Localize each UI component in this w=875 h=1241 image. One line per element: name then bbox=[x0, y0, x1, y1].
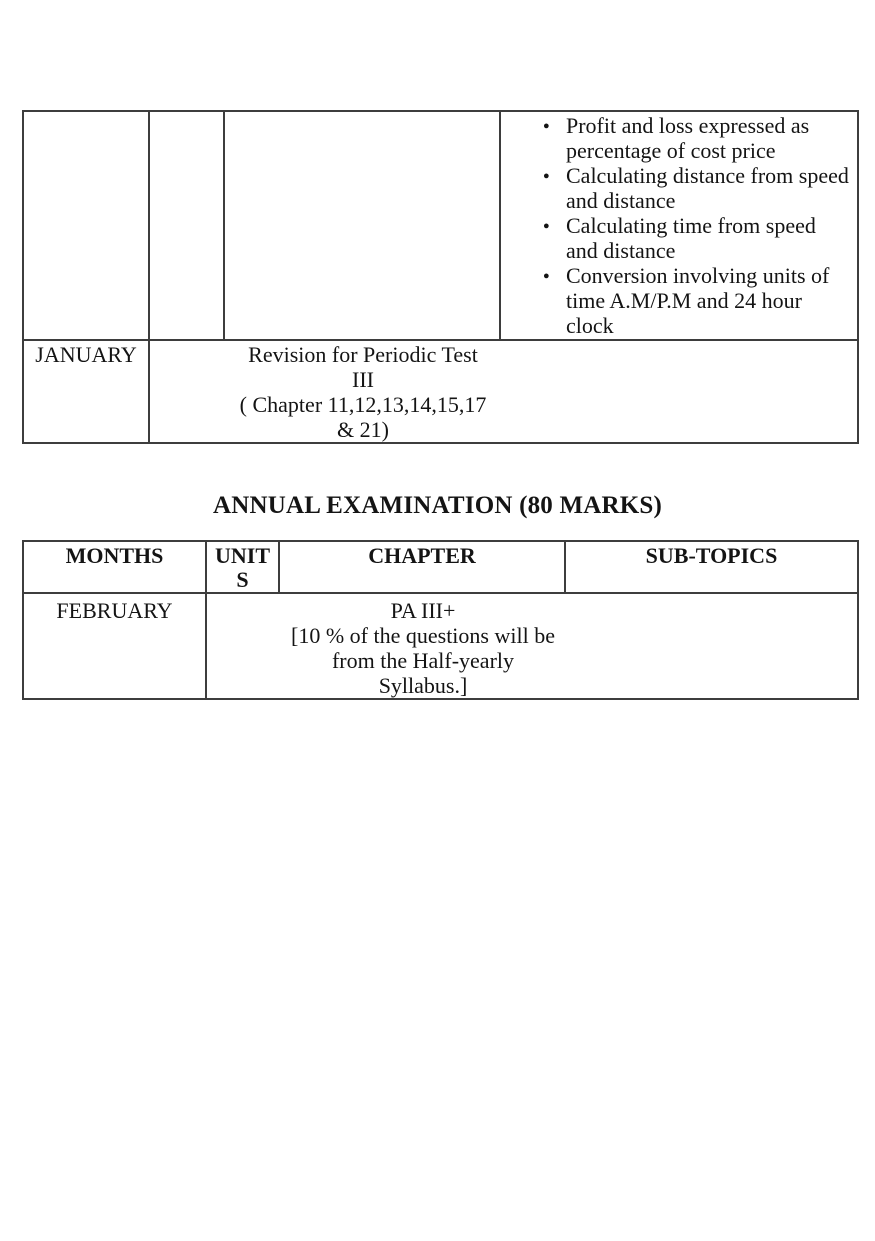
bullet-line: and distance bbox=[566, 188, 676, 213]
february-chapter-text bbox=[280, 595, 566, 698]
chapter-line: Revision for Periodic Test bbox=[248, 342, 478, 367]
chapter-line: ( Chapter 11,12,13,14,15,17 bbox=[239, 392, 487, 417]
header-units-line: S bbox=[236, 567, 249, 592]
bullet-item bbox=[543, 163, 851, 213]
bullet-icon: ● bbox=[543, 120, 550, 132]
table-header-row bbox=[23, 541, 858, 593]
chapter-line: Syllabus.] bbox=[378, 673, 468, 698]
empty-chapter-cell bbox=[224, 111, 500, 340]
header-sub-topics: SUB-TOPICS bbox=[565, 541, 858, 593]
january-chapter-cell bbox=[149, 340, 858, 443]
sub-topics-cell bbox=[500, 111, 858, 340]
chapter-line: III bbox=[352, 367, 374, 392]
chapter-line: & 21) bbox=[337, 417, 389, 442]
bullet-line: clock bbox=[566, 313, 614, 338]
bullet-line: Calculating time from speed bbox=[566, 213, 816, 238]
chapter-line: PA III+ bbox=[390, 598, 456, 623]
table-row bbox=[23, 111, 858, 340]
header-units-line: UNIT bbox=[214, 543, 270, 568]
february-chapter-cell bbox=[206, 593, 858, 699]
bullet-line: Calculating distance from speed bbox=[566, 163, 849, 188]
bullet-line: time A.M/P.M and 24 hour bbox=[566, 288, 802, 313]
bullet-item bbox=[543, 113, 851, 163]
bullet-icon: ● bbox=[543, 220, 550, 232]
bullet-line: percentage of cost price bbox=[566, 138, 776, 163]
bullet-line: and distance bbox=[566, 238, 676, 263]
bullet-icon: ● bbox=[543, 270, 550, 282]
bullet-line: Conversion involving units of bbox=[566, 263, 830, 288]
month-cell-february: FEBRUARY bbox=[23, 593, 206, 699]
bullet-line: Profit and loss expressed as bbox=[566, 113, 810, 138]
header-months: MONTHS bbox=[23, 541, 206, 593]
bullet-item bbox=[543, 213, 851, 263]
empty-months-cell bbox=[23, 111, 149, 340]
empty-units-cell bbox=[149, 111, 224, 340]
bullet-icon: ● bbox=[543, 170, 550, 182]
month-cell-january: JANUARY bbox=[23, 340, 149, 443]
header-chapter: CHAPTER bbox=[279, 541, 565, 593]
chapter-line: [10 % of the questions will be bbox=[291, 623, 555, 648]
table-row bbox=[23, 593, 858, 699]
january-chapter-text bbox=[225, 342, 501, 442]
bullet-item bbox=[543, 263, 851, 338]
sub-topics-bullet-list bbox=[543, 113, 851, 338]
syllabus-table-continued bbox=[22, 110, 859, 444]
header-units bbox=[206, 541, 279, 593]
annual-exam-table bbox=[22, 540, 859, 700]
chapter-line: from the Half-yearly bbox=[331, 648, 515, 673]
table-row bbox=[23, 340, 858, 443]
annual-exam-heading: ANNUAL EXAMINATION (80 MARKS) bbox=[212, 492, 663, 519]
